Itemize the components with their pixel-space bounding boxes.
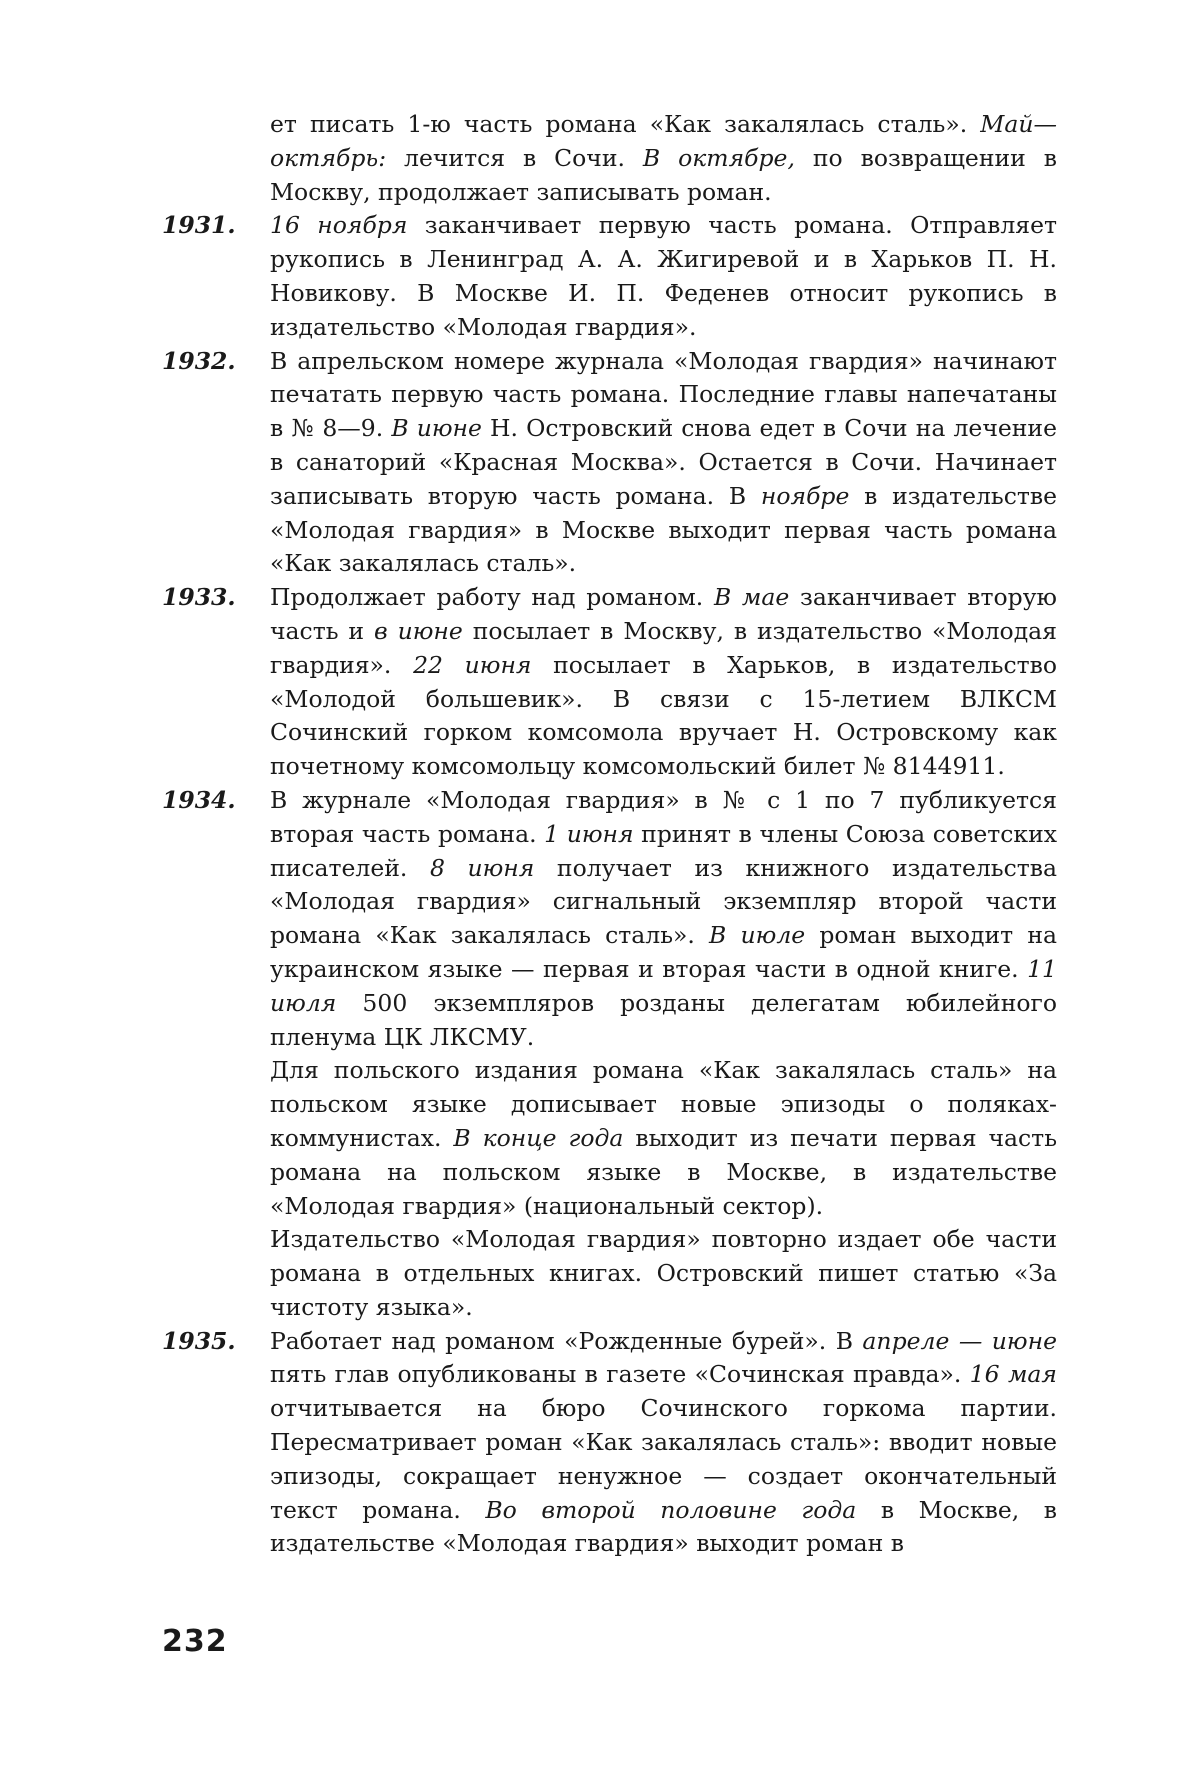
text-segment: Н. Островский снова едет в Сочи на лечение в санаторий «Красная Москва». Остается в Сочи. Начинает записывать вторую часть романа. В bbox=[270, 414, 1057, 510]
text-segment: Продолжает работу над романом. bbox=[270, 583, 714, 612]
entry-paragraph bbox=[270, 1325, 1057, 1562]
date-emphasis: В конце года bbox=[453, 1123, 624, 1152]
page-number: 232 bbox=[162, 1624, 228, 1659]
date-emphasis: апреле — июне bbox=[862, 1326, 1057, 1355]
text-segment: посылает в Москву, в издательство «Молодая гвардия». bbox=[270, 616, 1058, 679]
text-segment: роман выходит на украинском языке — первая и вторая части в одной книге. bbox=[270, 921, 1057, 983]
chronology-entry bbox=[162, 581, 1057, 784]
date-emphasis: В июле bbox=[709, 921, 806, 950]
date-emphasis: ноябре bbox=[760, 481, 850, 510]
date-emphasis: 22 июня bbox=[413, 650, 532, 679]
date-emphasis: в июне bbox=[374, 616, 463, 645]
text-segment: заканчивает первую часть романа. Отправляет рукопись в Ленинград А. А. Жигиревой и в Харьков П. Н. Новикову. В Москве И. П. Феденев относит рукопись в издательство «Молодая гвардия». bbox=[270, 211, 1057, 341]
entry-paragraph bbox=[270, 108, 1057, 209]
text-segment: 500 экземпляров розданы делегатам юбилейного пленума ЦК ЛКСМУ. bbox=[270, 988, 1057, 1051]
chronology-entry bbox=[162, 108, 1057, 209]
text-segment: Для польского издания романа «Как закалялась сталь» на польском языке дописывает новые эпизоды о поляках-коммунистах. bbox=[270, 1056, 1057, 1152]
entry-paragraph bbox=[270, 209, 1057, 344]
date-emphasis: 16 мая bbox=[969, 1360, 1057, 1389]
text-segment: посылает в Харьков, в издательство «Молодой большевик». В связи с 15-летием ВЛКСМ Сочинский горком комсомола вручает Н. Островскому как почетному комсомольцу комсомольский билет № 8144911. bbox=[270, 650, 1057, 781]
text-segment: лечится в Сочи. bbox=[386, 143, 643, 172]
entry-paragraph bbox=[270, 581, 1057, 784]
date-emphasis: 8 июня bbox=[429, 853, 535, 882]
text-segment: В апрельском номере журнала «Молодая гвардия» начинают печатать первую часть романа. Последние главы напечатаны в № 8—9. bbox=[270, 346, 1057, 443]
entry-year: 1932. bbox=[162, 346, 236, 375]
chronology-entry bbox=[162, 1325, 1057, 1562]
entry-paragraph bbox=[270, 345, 1057, 582]
text-segment: отчитывается на бюро Сочинского горкома партии. Пересматривает роман «Как закалялась сталь»: вводит новые эпизоды, сокращает ненужное — создает окончательный текст романа. bbox=[270, 1394, 1057, 1524]
text-segment: В журнале «Молодая гвардия» в № с 1 по 7 публикуется вторая часть романа. bbox=[270, 785, 1057, 848]
entry-year: 1935. bbox=[162, 1326, 236, 1355]
entry-year: 1931. bbox=[162, 211, 236, 240]
entry-paragraph bbox=[270, 784, 1057, 1054]
text-segment: пять глав опубликованы в газете «Сочинская правда». bbox=[270, 1360, 970, 1389]
text-segment: Издательство «Молодая гвардия» повторно издает обе части романа в отдельных книгах. Островский пишет статью «За чистоту языка». bbox=[270, 1225, 1057, 1321]
date-emphasis: 11 июля bbox=[270, 954, 1057, 1017]
text-segment: принят в члены Союза советских писателей. bbox=[270, 819, 1057, 882]
date-emphasis: В июне bbox=[391, 414, 482, 443]
entry-paragraph bbox=[270, 1054, 1057, 1223]
date-emphasis: В мае bbox=[713, 583, 790, 612]
entry-year: 1933. bbox=[162, 583, 236, 612]
date-emphasis: В октябре, bbox=[642, 143, 795, 172]
date-emphasis: Май—октябрь: bbox=[270, 110, 1057, 172]
date-emphasis: 16 ноября bbox=[270, 211, 408, 240]
date-emphasis: 1 июня bbox=[544, 819, 634, 848]
chronology-entry bbox=[162, 784, 1057, 1325]
entry-year: 1934. bbox=[162, 785, 236, 814]
text-segment: выходит из печати первая часть романа на польском языке в Москве, в издательстве «Молодая гвардия» (национальный сектор). bbox=[270, 1123, 1057, 1220]
text-segment: Работает над романом «Рожденные бурей». В bbox=[270, 1326, 863, 1355]
text-segment: ет писать 1-ю часть романа «Как закалялась сталь». bbox=[270, 110, 981, 138]
chronology-text bbox=[162, 108, 1057, 1561]
entry-paragraph bbox=[270, 1223, 1057, 1324]
chronology-entry bbox=[162, 209, 1057, 344]
text-segment: заканчивает вторую часть и bbox=[270, 583, 1057, 645]
text-segment: по возвращении в Москву, продолжает записывать роман. bbox=[270, 143, 1057, 206]
text-segment: получает из книжного издательства «Молодая гвардия» сигнальный экземпляр второй части романа «Как закалялась сталь». bbox=[270, 853, 1057, 950]
chronology-entry bbox=[162, 345, 1057, 582]
date-emphasis: Во второй половине года bbox=[485, 1495, 857, 1524]
text-segment: в издательстве «Молодая гвардия» в Москве выходит первая часть романа «Как закалялась сталь». bbox=[270, 481, 1058, 578]
text-segment: в Москве, в издательстве «Молодая гвардия» выходит роман в bbox=[270, 1495, 1057, 1558]
